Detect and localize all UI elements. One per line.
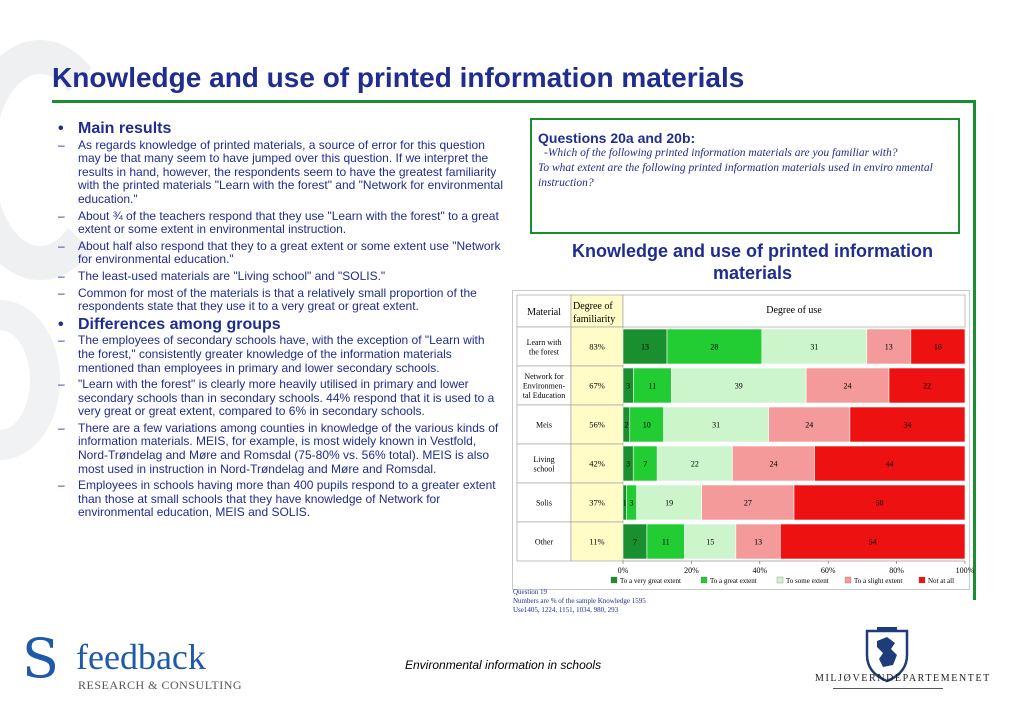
data-label: 1 — [622, 498, 627, 508]
familiarity-value: 11% — [589, 536, 605, 547]
data-label: 24 — [769, 459, 778, 469]
questions-title: Questions 20a and 20b: — [538, 130, 696, 146]
legend-swatch — [777, 577, 783, 583]
right-border-line — [973, 100, 976, 600]
data-label: 10 — [642, 420, 651, 430]
footer-caption: Environmental information in schools — [405, 658, 602, 672]
familiarity-value: 67% — [589, 380, 605, 391]
category-label: school — [533, 464, 555, 474]
stacked-bar-chart — [512, 290, 975, 590]
data-label: 13 — [884, 342, 893, 352]
x-tick-label: 20% — [684, 566, 699, 575]
data-label: 31 — [810, 342, 819, 352]
list-item: – "Learn with the forest" is clearly more heavily utilised in primary and lower secondary schools than in secondary schools. 44% respond that it is used to a very great or great extent, compared to 6% in secondary schools. — [58, 377, 495, 419]
legend-swatch — [845, 577, 851, 583]
feedback-logo-name: feedback — [76, 637, 206, 677]
category-label: Other — [534, 537, 554, 547]
x-tick-label: 100% — [955, 566, 975, 575]
list-item: – Employees in schools having more than 400 pupils respond to a greater extent than those at small schools that they have knowledge of Network for environmental education, MEIS and SOLIS. — [58, 478, 496, 520]
legend-label: To a slight extent — [854, 577, 903, 585]
data-label: 31 — [712, 420, 721, 430]
feedback-logo-subtitle: RESEARCH & CONSULTING — [78, 678, 243, 692]
category-label: Meis — [536, 420, 552, 430]
header-material: Material — [527, 307, 561, 318]
header-familiarity: Degree of — [573, 301, 613, 312]
data-label: 44 — [885, 459, 894, 469]
data-label: 24 — [843, 381, 852, 391]
page-title: Knowledge and use of printed information materials — [52, 62, 745, 93]
results-text — [58, 122, 503, 523]
list-item: – The employees of secondary schools have, with the exception of "Learn with the forest," consistently greater knowledge of the information materials mentioned than employees in primary and lower secondary schools. — [58, 333, 485, 375]
background-swirl-decoration — [0, 300, 60, 460]
ministry-logo — [815, 625, 991, 695]
chart-canvas — [513, 291, 975, 591]
legend-label: To some extent — [786, 577, 829, 585]
legend-swatch — [611, 577, 617, 583]
x-tick-label: 60% — [820, 566, 836, 575]
data-label: 3 — [626, 381, 631, 391]
header-familiarity: familiarity — [573, 314, 616, 325]
data-label: 7 — [643, 459, 648, 469]
data-label: 3 — [629, 498, 634, 508]
familiarity-value: 83% — [589, 341, 605, 352]
familiarity-value: 37% — [589, 497, 605, 508]
data-label: 13 — [641, 342, 650, 352]
data-label: 16 — [933, 342, 942, 352]
category-label: Living — [533, 454, 555, 464]
data-label: 24 — [805, 420, 814, 430]
data-label: 3 — [626, 459, 631, 469]
data-label: 19 — [665, 498, 674, 508]
data-label: 22 — [690, 459, 699, 469]
feedback-s-icon: S — [22, 627, 59, 690]
feedback-logo — [22, 627, 262, 694]
category-label: Solis — [535, 498, 553, 508]
legend-label: To a great extent — [710, 577, 757, 585]
data-label: 34 — [903, 420, 912, 430]
legend-label: Not at all — [928, 577, 955, 585]
data-label: 54 — [868, 537, 877, 547]
category-label: tal Education — [522, 391, 566, 400]
list-item: – As regards knowledge of printed materials, a source of error for this question may be that many seem to have jumped over this question. If we interpret the results in hand, however, the respondents seem to have the greatest familiarity with the printed materials "Learn with the forest" and "Network for environmental education." — [58, 137, 503, 206]
data-label: 7 — [632, 537, 637, 547]
header-degree-of-use: Degree of use — [766, 305, 822, 316]
x-tick-label: 80% — [889, 566, 904, 575]
question-20b: To what extent are the following printed information materials used in enviro nmental instruction? — [538, 162, 933, 189]
x-tick-label: 0% — [617, 566, 629, 575]
data-label: 11 — [648, 381, 657, 391]
data-label: 2 — [624, 420, 629, 430]
note-line: Use1405, 1224, 1151, 1034, 980, 293 — [513, 606, 619, 614]
list-item: – Common for most of the materials is that a relatively small proportion of the respondents state that they use it to a very great or great extent. — [58, 285, 477, 314]
note-line: Numbers are % of the sample Knowledge 1595 — [513, 597, 646, 605]
ministry-underline — [833, 688, 943, 689]
chart-notes — [513, 588, 646, 615]
list-item: – There are a few variations among counties in knowledge of the various kinds of information materials. MEIS, for example, is most widely known in Vestfold, Nord-Trøndelag and Møre and Romsdal (75-80% vs. 56% total). MEIS is also most used in instruction in Nord-Trøndelag and Møre and Romsdal. — [58, 420, 499, 476]
data-label: 39 — [734, 381, 743, 391]
category-label: Network for — [524, 372, 564, 381]
x-tick-label: 40% — [752, 566, 768, 575]
category-label: Learn with — [526, 337, 562, 347]
list-item: – The least-used materials are "Living school" and "SOLIS." — [58, 268, 386, 283]
questions-box — [530, 118, 960, 234]
legend-label: To a very great extent — [620, 577, 681, 585]
note-line: Question 19 — [513, 588, 548, 596]
familiarity-value: 42% — [589, 458, 605, 469]
category-label: Environmen- — [522, 381, 566, 391]
title-underline — [52, 100, 976, 103]
legend-swatch — [701, 577, 707, 583]
data-label: 50 — [875, 498, 884, 508]
legend-swatch — [919, 577, 925, 583]
list-item: – About ¾ of the teachers respond that they use "Learn with the forest" to a great extent or some extent in environmental instruction. — [58, 208, 499, 237]
data-label: 22 — [923, 381, 931, 391]
question-20a: -Which of the following printed information materials are you familiar with? — [544, 147, 898, 159]
ministry-name: MILJØVERNDEPARTEMENTET — [815, 673, 991, 684]
data-label: 11 — [661, 537, 670, 547]
data-label: 27 — [743, 498, 752, 508]
differences-heading: • Differences among groups — [58, 315, 281, 333]
main-results-heading: • Main results — [58, 120, 172, 137]
familiarity-value: 56% — [589, 419, 605, 430]
chart-title: Knowledge and use of printed information materials — [571, 241, 933, 283]
list-item: – About half also respond that they to a great extent or some extent use "Network for environmental education." — [58, 238, 501, 267]
data-label: 28 — [710, 342, 719, 352]
data-label: 15 — [706, 537, 715, 547]
category-label: the forest — [529, 347, 559, 357]
data-label: 13 — [754, 537, 763, 547]
